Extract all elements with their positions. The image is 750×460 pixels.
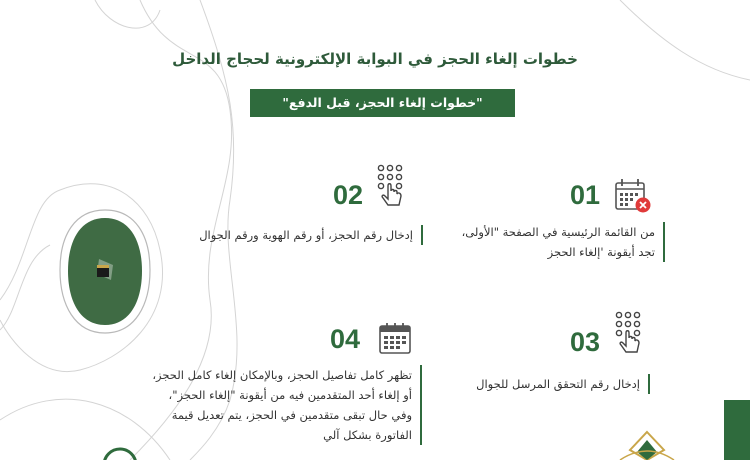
kaaba-map-graphic bbox=[55, 205, 155, 340]
calendar-cancel-icon bbox=[613, 178, 655, 216]
step-number-03: 03 bbox=[570, 327, 601, 357]
subtitle-banner: "خطوات إلغاء الحجز، قبل الدفع" bbox=[250, 89, 515, 117]
step-text-01: من القائمة الرئيسية في الصفحة "الأولى، تجد أيقونة 'إلغاء الحجز bbox=[455, 222, 665, 262]
logo-fragment bbox=[612, 428, 682, 460]
step-text-04: تظهر كامل تفاصيل الحجز، وبالإمكان إلغاء كامل الحجز، أو إلغاء أحد المتقدمين فيه من أيقونة "إلغاء الحجز"، وفي حال تبقى متقدمين في الحجز، يتم تعديل قيمة الفاتورة بشكل آلي bbox=[150, 365, 422, 445]
step-text-03: إدخال رقم التحقق المرسل للجوال bbox=[470, 374, 650, 394]
step-number-01: 01 bbox=[570, 180, 601, 210]
step-number-02: 02 bbox=[333, 180, 364, 210]
circle-decoration bbox=[100, 445, 140, 460]
green-edge-block bbox=[724, 400, 750, 460]
step-text-02: إدخال رقم الحجز، أو رقم الهوية ورقم الجوال bbox=[185, 225, 423, 245]
keypad-touch-icon bbox=[613, 310, 647, 360]
calendar-icon bbox=[378, 322, 412, 356]
keypad-touch-icon bbox=[375, 163, 409, 213]
page-title: خطوات إلغاء الحجز في البوابة الإلكترونية لحجاج الداخل bbox=[172, 50, 578, 68]
step-number-04: 04 bbox=[330, 324, 361, 354]
